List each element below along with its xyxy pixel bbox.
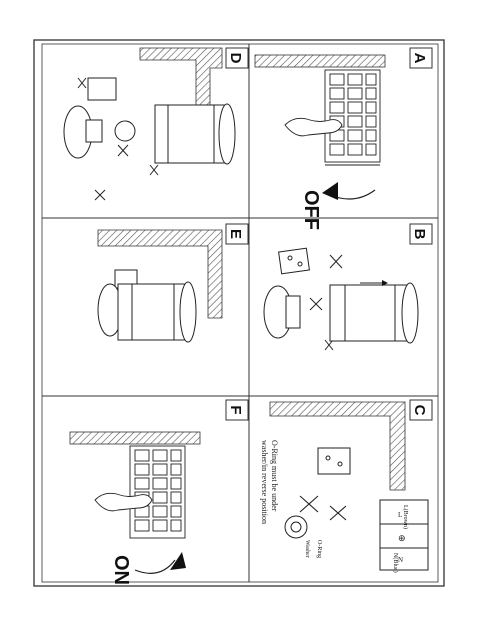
panel-c <box>260 400 432 573</box>
panel-c-label: C <box>411 404 428 416</box>
panel-f-terminal-block <box>130 446 185 538</box>
panel-f-arrowhead <box>170 552 186 570</box>
panel-f-caption: ON <box>110 555 132 585</box>
panel-a-terminal-block <box>325 70 380 165</box>
panel-a-caption: OFF <box>300 190 322 230</box>
panel-d-bulb-assembly <box>64 106 135 158</box>
o-ring-note-line-2: washer/in reverse position <box>260 440 269 524</box>
panel-e <box>98 224 248 342</box>
panel-e-lamp <box>98 270 196 342</box>
panel-b-label: B <box>411 228 428 240</box>
terminal-n-label: N <box>398 556 404 564</box>
panel-f <box>70 400 248 585</box>
o-ring-washer-icon <box>285 516 307 538</box>
panel-b-wall-plate <box>279 248 310 274</box>
panel-a-wall <box>255 55 385 67</box>
panel-f-wall <box>70 432 200 444</box>
panel-d-label: D <box>227 52 244 64</box>
terminal-earth-label: ⊕ <box>398 533 406 543</box>
washer-label: Washer <box>304 540 310 558</box>
panel-a-label: A <box>411 52 428 64</box>
panel-a <box>255 48 432 230</box>
panel-c-wall <box>270 402 405 490</box>
o-ring-note-line-1: O-Ring must be under <box>270 440 279 512</box>
panel-d <box>64 48 248 200</box>
panel-e-label: E <box>227 228 244 240</box>
terminal-l-label: L <box>398 511 403 519</box>
o-ring-label: O-Ring <box>316 540 322 558</box>
terminal-n-blue-label: N(Blue) <box>392 553 398 573</box>
panel-d-wall <box>140 48 222 110</box>
panel-b-lamp <box>264 283 418 343</box>
panel-a-arrowhead <box>322 182 338 200</box>
panel-d-lamp <box>155 104 235 164</box>
panel-f-label: F <box>227 405 244 415</box>
panel-f-arrow <box>135 560 175 573</box>
panel-c-screws <box>300 496 346 520</box>
panel-d-wall-plate <box>88 78 116 100</box>
terminal-l-brown-label: L(Brown) <box>402 505 408 529</box>
panel-b <box>264 224 432 350</box>
panel-c-wall-plate <box>318 448 350 474</box>
